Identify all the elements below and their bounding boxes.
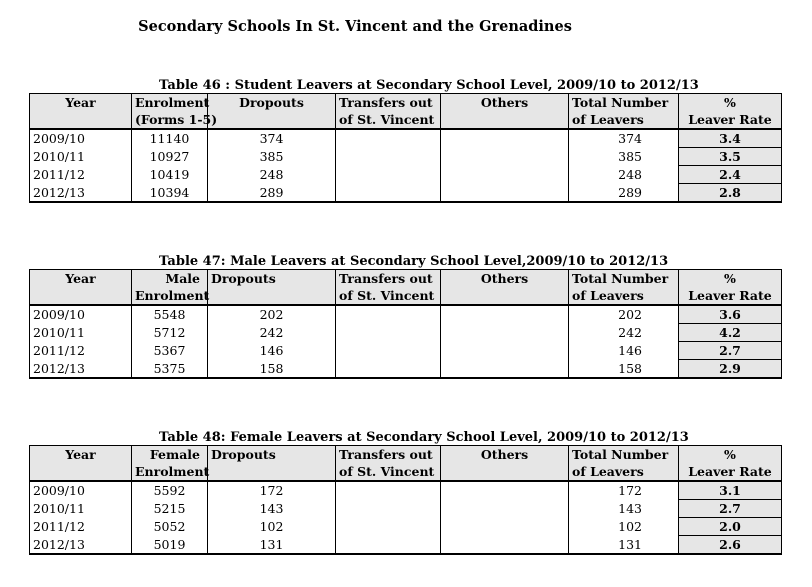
header-others: Others	[441, 446, 569, 482]
cell-year: 2010/11	[30, 148, 132, 166]
table-row	[30, 536, 782, 555]
cell-year: 2010/11	[30, 324, 132, 342]
cell-enrolment: 5367	[132, 342, 208, 360]
cell-leaver-rate: 2.9	[679, 360, 782, 379]
header-others: Others	[441, 94, 569, 130]
cell-enrolment: 5052	[132, 518, 208, 536]
cell-others	[441, 518, 569, 536]
header-year: Year	[30, 270, 132, 306]
header-enrolment	[132, 270, 208, 306]
header-others: Others	[441, 270, 569, 306]
cell-others	[441, 536, 569, 555]
cell-year: 2012/13	[30, 536, 132, 555]
header-total-line2: of Leavers	[572, 112, 644, 127]
table-row	[30, 324, 782, 342]
cell-dropouts: 242	[208, 324, 336, 342]
cell-enrolment: 10927	[132, 148, 208, 166]
cell-dropouts: 385	[208, 148, 336, 166]
cell-total: 158	[569, 360, 679, 379]
table-row	[30, 184, 782, 203]
header-total-line1: Total Number	[572, 271, 669, 286]
header-transfers-line2: of St. Vincent	[339, 112, 435, 127]
cell-transfers	[336, 360, 441, 379]
cell-total: 102	[569, 518, 679, 536]
table-47	[29, 254, 781, 379]
cell-dropouts: 172	[208, 481, 336, 500]
cell-transfers	[336, 536, 441, 555]
header-total	[569, 446, 679, 482]
cell-transfers	[336, 342, 441, 360]
cell-dropouts: 374	[208, 129, 336, 148]
header-enrolment	[132, 94, 218, 130]
cell-total: 143	[569, 500, 679, 518]
cell-dropouts: 202	[208, 305, 336, 324]
cell-leaver-rate: 2.6	[679, 536, 782, 555]
table-row	[30, 166, 782, 184]
cell-others	[441, 342, 569, 360]
cell-others	[441, 184, 569, 203]
page-title: Secondary Schools In St. Vincent and the Grenadines	[138, 18, 572, 35]
cell-total: 242	[569, 324, 679, 342]
cell-dropouts: 146	[208, 342, 336, 360]
header-transfers	[336, 270, 441, 306]
header-enrolment-line1: Female	[149, 447, 200, 462]
cell-total: 385	[569, 148, 679, 166]
header-enrolment	[132, 446, 208, 482]
cell-transfers	[336, 129, 441, 148]
cell-others	[441, 305, 569, 324]
cell-dropouts: 289	[208, 184, 336, 203]
header-enrolment-line2: Enrolment	[135, 288, 210, 303]
header-total-line2: of Leavers	[572, 464, 644, 479]
cell-enrolment: 10394	[132, 184, 208, 203]
table-row	[30, 481, 782, 500]
header-leaver-rate	[679, 270, 782, 306]
header-transfers-line1: Transfers out	[339, 271, 433, 286]
cell-total: 146	[569, 342, 679, 360]
cell-leaver-rate: 3.1	[679, 481, 782, 500]
cell-total: 289	[569, 184, 679, 203]
cell-year: 2011/12	[30, 166, 132, 184]
cell-others	[441, 148, 569, 166]
cell-year: 2010/11	[30, 500, 132, 518]
header-rate-line2: Leaver Rate	[688, 288, 772, 303]
cell-transfers	[336, 518, 441, 536]
cell-leaver-rate: 2.4	[679, 166, 782, 184]
cell-others	[441, 129, 569, 148]
header-transfers	[336, 94, 441, 130]
cell-leaver-rate: 2.0	[679, 518, 782, 536]
cell-enrolment: 5548	[132, 305, 208, 324]
data-table	[29, 93, 782, 203]
header-year: Year	[30, 94, 132, 130]
cell-transfers	[336, 166, 441, 184]
table-row	[30, 342, 782, 360]
header-enrolment-line2: Enrolment	[135, 464, 210, 479]
header-total	[569, 94, 679, 130]
header-dropouts: Dropouts	[208, 94, 336, 130]
data-table	[29, 269, 782, 379]
table-caption: Table 47: Male Leavers at Secondary School Level,2009/10 to 2012/13	[159, 254, 669, 269]
cell-enrolment: 11140	[132, 129, 208, 148]
header-rate-line2: Leaver Rate	[688, 464, 772, 479]
cell-leaver-rate: 3.6	[679, 305, 782, 324]
header-leaver-rate	[679, 94, 782, 130]
header-dropouts: Dropouts	[208, 270, 336, 306]
cell-year: 2009/10	[30, 305, 132, 324]
header-enrolment-line1: Enrolment	[135, 95, 210, 110]
cell-transfers	[336, 148, 441, 166]
cell-enrolment: 5215	[132, 500, 208, 518]
header-dropouts: Dropouts	[208, 446, 336, 482]
cell-year: 2011/12	[30, 518, 132, 536]
cell-others	[441, 500, 569, 518]
table-row	[30, 305, 782, 324]
cell-enrolment: 5712	[132, 324, 208, 342]
header-total-line1: Total Number	[572, 95, 669, 110]
header-row	[30, 94, 782, 130]
header-enrolment-line1: Male	[165, 271, 200, 286]
header-total-line2: of Leavers	[572, 288, 644, 303]
cell-total: 202	[569, 305, 679, 324]
header-transfers-line1: Transfers out	[339, 95, 433, 110]
table-row	[30, 518, 782, 536]
table-row	[30, 129, 782, 148]
cell-others	[441, 360, 569, 379]
cell-leaver-rate: 4.2	[679, 324, 782, 342]
table-row	[30, 360, 782, 379]
cell-enrolment: 5019	[132, 536, 208, 555]
table-48	[29, 430, 781, 555]
cell-leaver-rate: 3.4	[679, 129, 782, 148]
header-total	[569, 270, 679, 306]
header-rate-line1: %	[724, 95, 736, 110]
header-rate-line1: %	[724, 447, 736, 462]
header-year: Year	[30, 446, 132, 482]
cell-year: 2012/13	[30, 184, 132, 203]
cell-others	[441, 324, 569, 342]
cell-enrolment: 5592	[132, 481, 208, 500]
header-row	[30, 446, 782, 482]
cell-others	[441, 481, 569, 500]
header-row	[30, 270, 782, 306]
header-transfers	[336, 446, 441, 482]
table-row	[30, 500, 782, 518]
header-rate-line1: %	[724, 271, 736, 286]
header-leaver-rate	[679, 446, 782, 482]
table-row	[30, 148, 782, 166]
cell-leaver-rate: 2.7	[679, 500, 782, 518]
header-total-line1: Total Number	[572, 447, 669, 462]
table-46	[29, 78, 781, 203]
cell-dropouts: 143	[208, 500, 336, 518]
header-transfers-line1: Transfers out	[339, 447, 433, 462]
cell-leaver-rate: 2.8	[679, 184, 782, 203]
cell-total: 374	[569, 129, 679, 148]
cell-leaver-rate: 3.5	[679, 148, 782, 166]
cell-dropouts: 158	[208, 360, 336, 379]
cell-dropouts: 248	[208, 166, 336, 184]
header-rate-line2: Leaver Rate	[688, 112, 772, 127]
cell-year: 2009/10	[30, 481, 132, 500]
data-table	[29, 445, 782, 555]
cell-others	[441, 166, 569, 184]
cell-year: 2011/12	[30, 342, 132, 360]
cell-transfers	[336, 184, 441, 203]
cell-transfers	[336, 324, 441, 342]
cell-dropouts: 131	[208, 536, 336, 555]
cell-total: 172	[569, 481, 679, 500]
cell-transfers	[336, 500, 441, 518]
cell-total: 248	[569, 166, 679, 184]
cell-enrolment: 10419	[132, 166, 208, 184]
cell-transfers	[336, 481, 441, 500]
cell-enrolment: 5375	[132, 360, 208, 379]
cell-year: 2009/10	[30, 129, 132, 148]
header-transfers-line2: of St. Vincent	[339, 464, 435, 479]
cell-transfers	[336, 305, 441, 324]
cell-dropouts: 102	[208, 518, 336, 536]
table-caption: Table 48: Female Leavers at Secondary School Level, 2009/10 to 2012/13	[159, 430, 689, 445]
cell-total: 131	[569, 536, 679, 555]
cell-leaver-rate: 2.7	[679, 342, 782, 360]
cell-year: 2012/13	[30, 360, 132, 379]
table-caption: Table 46 : Student Leavers at Secondary School Level, 2009/10 to 2012/13	[159, 78, 699, 93]
header-transfers-line2: of St. Vincent	[339, 288, 435, 303]
header-enrolment-line2: (Forms 1-5)	[135, 112, 218, 127]
